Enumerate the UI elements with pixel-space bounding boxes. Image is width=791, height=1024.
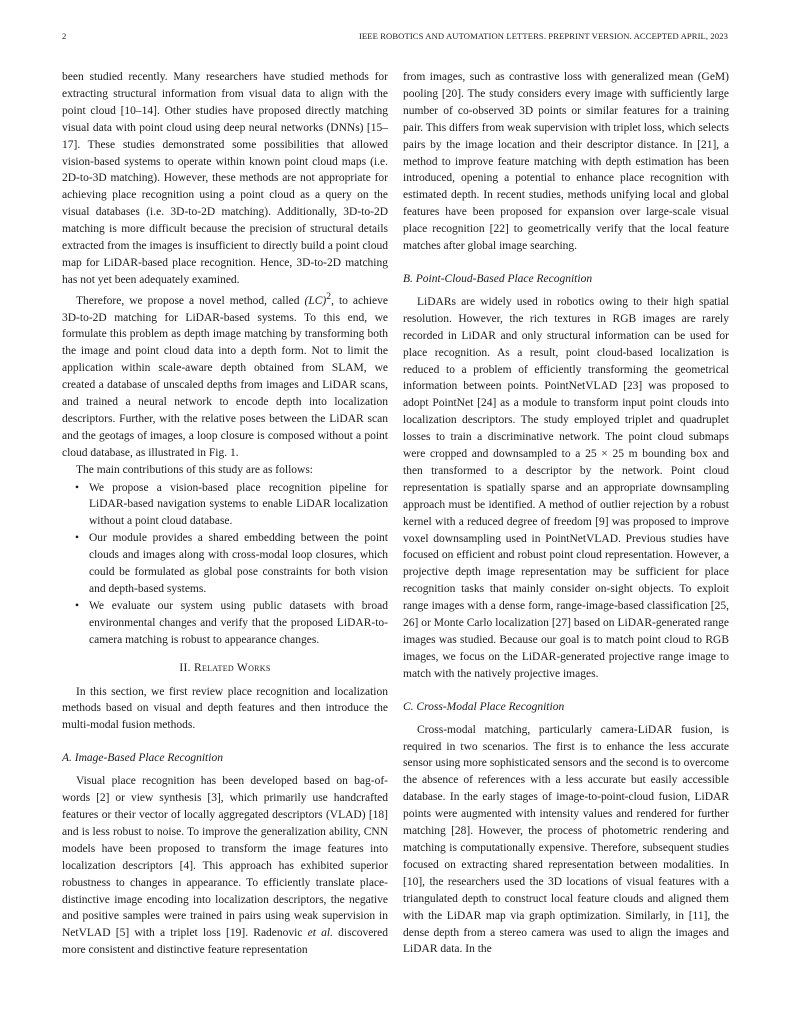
list-item: • Our module provides a shared embedding between the point clouds and images along with cross-modal loop closures, which could be formulated as global pose constraints for both vision and depth-based systems. bbox=[89, 530, 388, 598]
method-name: (LC) bbox=[304, 294, 327, 307]
subsection-heading-image-based: A. Image-Based Place Recognition bbox=[62, 752, 223, 765]
image-based-paragraph bbox=[62, 773, 388, 959]
image-based-text-pre: Visual place recognition has been developed based on bag-of-words [2] or view synthesis [3], which primarily use handcrafted features or their vector of locally aggregated descriptors (VLAD) [18] and is less robust to noise. To improve the generalization ability, CNN models have been proposed to transform the image features into localization descriptors [4]. This approach has exhibited superior robustness to changes in appearance. To efficiently translate place-distinctive image encoding into localization descriptors, the negative and positive samples were trained in pairs using weak supervision in NetVLAD [5] with a triplet loss [19]. Radenovic bbox=[62, 775, 388, 940]
running-header bbox=[62, 31, 730, 45]
right-column bbox=[403, 69, 729, 958]
related-works-intro: In this section, we first review place recognition and localization methods based on visual and depth features and then introduce the multi-modal fusion methods. bbox=[62, 685, 388, 732]
proposal-text-pre: Therefore, we propose a novel method, called bbox=[76, 294, 305, 307]
section-heading-related-works: II. Related Works bbox=[179, 661, 271, 674]
list-item: • We propose a vision-based place recognition pipeline for LiDAR-based navigation systems to enable LiDAR localization without a point cloud database. bbox=[89, 480, 388, 531]
contributions-intro: The main contributions of this study are as follows: bbox=[76, 463, 313, 476]
subsection-heading-cross-modal: C. Cross-Modal Place Recognition bbox=[403, 700, 565, 713]
proposal-paragraph bbox=[62, 289, 388, 462]
cross-modal-paragraph: Cross-modal matching, particularly camera-LiDAR fusion, is required in two scenarios. The first is to enhance the less accurate sensor using more sophisticated sensors and the second is to overcome the absence of references with a less accurate but easily accessible database. In the early stages of image-to-point-cloud fusion, LiDAR points were augmented with intensity values and rendered for further matching [28]. However, the process of photometric rendering and matching is computationally expensive. Therefore, subsequent studies focused on extracting shared representation between modalities. In [10], the researchers used the 3D locations of visual features with a triangulated depth to construct local feature clouds and aligned them with the LiDAR map via graph optimization. Similarly, in [11], the dense depth from a stereo camera was used to align the images and LiDAR data. In the bbox=[403, 723, 729, 956]
left-column bbox=[62, 69, 388, 959]
method-superscript: 2 bbox=[326, 290, 332, 302]
image-based-paragraph-continued: from images, such as contrastive loss with generalized mean (GeM) pooling [20]. The study considers every image with sufficiently large number of co-observed 3D points or similar features for a training pair. This differs from weak supervision with triplet loss, which selects pairs by the image location and their descriptor distance. In [21], a method to improve feature matching with depth estimation has been introduced, opening a potential to enhance place recognition with estimated depth. In recent studies, methods unifying local and global features have been proposed for expansion over large-scale visual place recognition [22] to geometrically verify that the local feature matches after global image searching. bbox=[403, 71, 729, 253]
point-cloud-paragraph: LiDARs are widely used in robotics owing to their high spatial resolution. However, the rich textures in RGB images are rarely recorded in LiDAR and only structural information can be used for place recognition. As a result, point cloud-based localization is reduced to a problem of efficiently transforming the geometrical information between points. PointNetVLAD [23] was proposed to adopt PointNet [24] as a module to transform input point clouds into localization descriptors. The study employed triplet and quadruplet losses to train a discriminative network. The point cloud submaps were cropped and downsampled to a 25 × 25 m bounding box and then transformed to a descriptor by the network. Point cloud representation is spatially sparse and an appropriate downsampling approach must be identified. A method of outlier rejection by a robust kernel with a reduced degree of freedom [9] was proposed to improve voxel downsampling used in PointNetVLAD. Previous studies have focused on efficient and robust point cloud representation. However, a projective depth image representation may be sufficient for place recognition tasks that mainly consider on-sight objects. To exploit range images with a dense form, range-image-based classification [25, 26] or Monte Carlo localization [27] based on LiDAR-generated range images was studied. Because our goal is to match point cloud to RGB images, we focus on the LiDAR-generated projective range image to match with the natively projective images. bbox=[403, 295, 729, 680]
et-al: et al. bbox=[307, 927, 333, 940]
intro-paragraph-continued: been studied recently. Many researchers have studied methods for extracting structural information from visual data to align with the point cloud [10–14]. Other studies have proposed directly matching visual data with point cloud using deep neural networks (DNNs) [15–17]. These studies demonstrated some possibilities that allowed vision-based systems to operate within known point cloud maps (i.e. 2D-to-3D matching). However, these methods are not appropriate for achieving place recognition using a point cloud as a query on the visual databases (i.e. 3D-to-2D matching). Additionally, 3D-to-2D matching is more difficult because the precision of structural details extracted from the images is insufficient to directly build a point cloud map for LiDAR-based place recognition. Hence, 3D-to-2D matching has not yet been adequately examined. bbox=[62, 71, 388, 286]
contributions-list bbox=[62, 480, 388, 649]
proposal-text-post: , to achieve 3D-to-2D matching for LiDAR-based systems. To this end, we formulate this problem as depth image matching by transforming both the image and point cloud data into a depth form. Not to limit the application within scale-aware depth obtained from SLAM, we created a database of unscaled depths from images and LiDAR scans, and trained a neural network to encode depth into localization descriptors. Further, with the relative poses between the LiDAR scan and the geotags of images, a loop closure is composed without a point cloud database, as illustrated in Fig. 1. bbox=[62, 294, 389, 459]
subsection-heading-point-cloud: B. Point-Cloud-Based Place Recognition bbox=[403, 272, 593, 285]
journal-header: IEEE ROBOTICS AND AUTOMATION LETTERS. PREPRINT VERSION. ACCEPTED APRIL, 2023 bbox=[358, 31, 728, 41]
page-number: 2 bbox=[62, 31, 67, 41]
image-based-text-post: discovered more consistent and distinctive feature representation bbox=[62, 927, 388, 957]
list-item: • We evaluate our system using public datasets with broad environmental changes and verify that the proposed LiDAR-to-camera matching is robust to appearance changes. bbox=[89, 598, 388, 649]
